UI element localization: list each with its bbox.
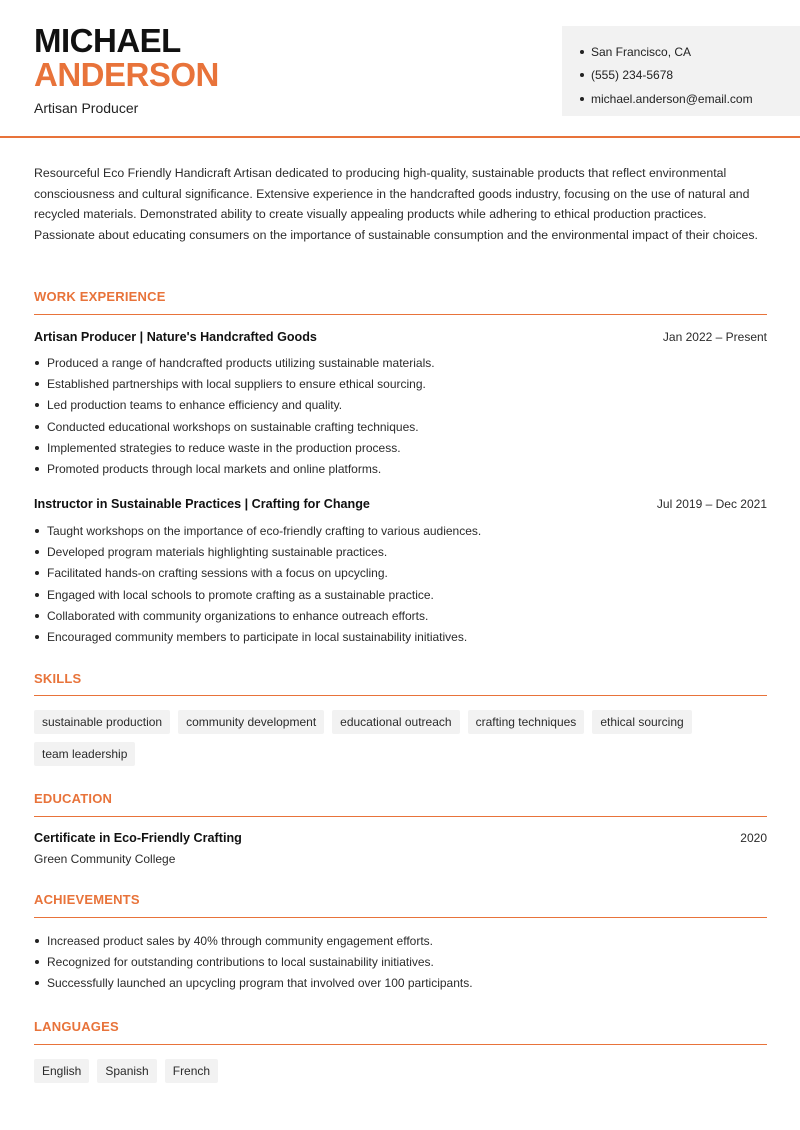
location-text: San Francisco, CA xyxy=(591,44,692,59)
achievement-bullets xyxy=(34,930,473,994)
bullet-icon xyxy=(35,550,39,554)
list-item xyxy=(34,416,435,437)
skill-tag: crafting techniques xyxy=(468,710,585,734)
job-entry-header xyxy=(34,330,767,344)
bullet-icon xyxy=(35,467,39,471)
bullet-text: Led production teams to enhance efficiency and quality. xyxy=(47,398,343,413)
list-item xyxy=(34,437,435,458)
section-divider xyxy=(34,816,767,817)
bullet-icon xyxy=(580,97,584,101)
list-item xyxy=(34,520,481,541)
job-dates: Jan 2022 – Present xyxy=(662,330,767,344)
list-item xyxy=(34,951,473,972)
bullet-text: Engaged with local schools to promote crafting as a sustainable practice. xyxy=(47,587,434,602)
bullet-text: Increased product sales by 40% through community engagement efforts. xyxy=(47,933,433,948)
bullet-icon xyxy=(35,635,39,639)
last-name: ANDERSON xyxy=(34,56,219,93)
section-divider xyxy=(34,695,767,696)
section-title-skills: SKILLS xyxy=(34,671,82,686)
skill-tag: ethical sourcing xyxy=(592,710,691,734)
bullet-icon xyxy=(35,403,39,407)
first-name: MICHAEL xyxy=(34,22,181,59)
degree-name: Certificate in Eco-Friendly Crafting xyxy=(34,831,242,845)
job-entry-header xyxy=(34,497,767,511)
phone-text: (555) 234-5678 xyxy=(591,68,674,83)
contact-email xyxy=(580,87,800,111)
bullet-icon xyxy=(35,593,39,597)
bullet-icon xyxy=(35,571,39,575)
bullet-text: Established partnerships with local suppliers to ensure ethical sourcing. xyxy=(47,376,426,391)
job-bullets xyxy=(34,520,481,648)
bullet-icon xyxy=(35,939,39,943)
job-dates: Jul 2019 – Dec 2021 xyxy=(656,497,767,511)
job-title: Artisan Producer xyxy=(34,100,139,116)
bullet-text: Implemented strategies to reduce waste in the production process. xyxy=(47,440,401,455)
bullet-text: Successfully launched an upcycling program that involved over 100 participants. xyxy=(47,976,473,991)
bullet-text: Facilitated hands-on crafting sessions with a focus on upcycling. xyxy=(47,566,388,581)
school-name: Green Community College xyxy=(34,852,176,866)
bullet-text: Taught workshops on the importance of eco-friendly crafting to various audiences. xyxy=(47,523,482,538)
language-tag: English xyxy=(34,1059,89,1083)
list-item xyxy=(34,395,435,416)
list-item xyxy=(34,541,481,562)
bullet-icon xyxy=(35,981,39,985)
skill-tag: team leadership xyxy=(34,742,135,766)
bullet-icon xyxy=(35,529,39,533)
bullet-text: Produced a range of handcrafted products utilizing sustainable materials. xyxy=(47,355,435,370)
education-year: 2020 xyxy=(740,831,767,845)
language-tags xyxy=(34,1059,774,1083)
job-title-company: Artisan Producer | Nature's Handcrafted Goods xyxy=(34,330,317,344)
language-tag: French xyxy=(165,1059,218,1083)
list-item xyxy=(34,605,481,626)
section-title-work: WORK EXPERIENCE xyxy=(34,289,166,304)
section-title-education: EDUCATION xyxy=(34,791,113,806)
bullet-icon xyxy=(580,73,584,77)
section-divider xyxy=(34,314,767,315)
bullet-icon xyxy=(35,361,39,365)
email-text: michael.anderson@email.com xyxy=(591,91,753,106)
skill-tag: sustainable production xyxy=(34,710,170,734)
bullet-icon xyxy=(35,960,39,964)
list-item xyxy=(34,973,473,994)
bullet-icon xyxy=(35,614,39,618)
section-title-achievements: ACHIEVEMENTS xyxy=(34,892,140,907)
skills-tags xyxy=(34,710,774,766)
skill-tag: community development xyxy=(178,710,324,734)
language-tag: Spanish xyxy=(97,1059,156,1083)
bullet-icon xyxy=(35,446,39,450)
contact-phone xyxy=(580,64,800,88)
list-item xyxy=(34,626,481,647)
bullet-text: Recognized for outstanding contributions to local sustainability initiatives. xyxy=(47,954,434,969)
job-title-company: Instructor in Sustainable Practices | Crafting for Change xyxy=(34,497,370,511)
list-item xyxy=(34,458,435,479)
education-entry-header xyxy=(34,831,767,845)
list-item xyxy=(34,584,481,605)
section-title-languages: LANGUAGES xyxy=(34,1019,119,1034)
list-item xyxy=(34,563,481,584)
skill-tag: educational outreach xyxy=(332,710,459,734)
bullet-text: Promoted products through local markets and online platforms. xyxy=(47,462,382,477)
section-divider xyxy=(34,1044,767,1045)
bullet-text: Developed program materials highlighting sustainable practices. xyxy=(47,544,388,559)
bullet-text: Collaborated with community organizations to enhance outreach efforts. xyxy=(47,608,429,623)
section-divider xyxy=(34,917,767,918)
professional-summary: Resourceful Eco Friendly Handicraft Artisan dedicated to producing high-quality, sustainable products that reflect environmental consciousness and cultural significance. Extensive experience in the handcrafted goods industry, focusing on the use of natural and recycled materials. Demonstrated ability to create visually appealing products while adhering to ethical production practices. Passionate about educating consumers on the importance of sustainable consumption and the environmental impact of their choices. xyxy=(34,166,758,242)
contact-location xyxy=(580,40,800,64)
list-item xyxy=(34,930,473,951)
bullet-text: Encouraged community members to participate in local sustainability initiatives. xyxy=(47,630,468,645)
list-item xyxy=(34,373,435,394)
bullet-icon xyxy=(35,382,39,386)
bullet-text: Conducted educational workshops on sustainable crafting techniques. xyxy=(47,419,419,434)
list-item xyxy=(34,352,435,373)
resume-header xyxy=(0,0,800,138)
bullet-icon xyxy=(35,425,39,429)
contact-box xyxy=(562,26,800,116)
job-bullets xyxy=(34,352,435,480)
bullet-icon xyxy=(580,50,584,54)
